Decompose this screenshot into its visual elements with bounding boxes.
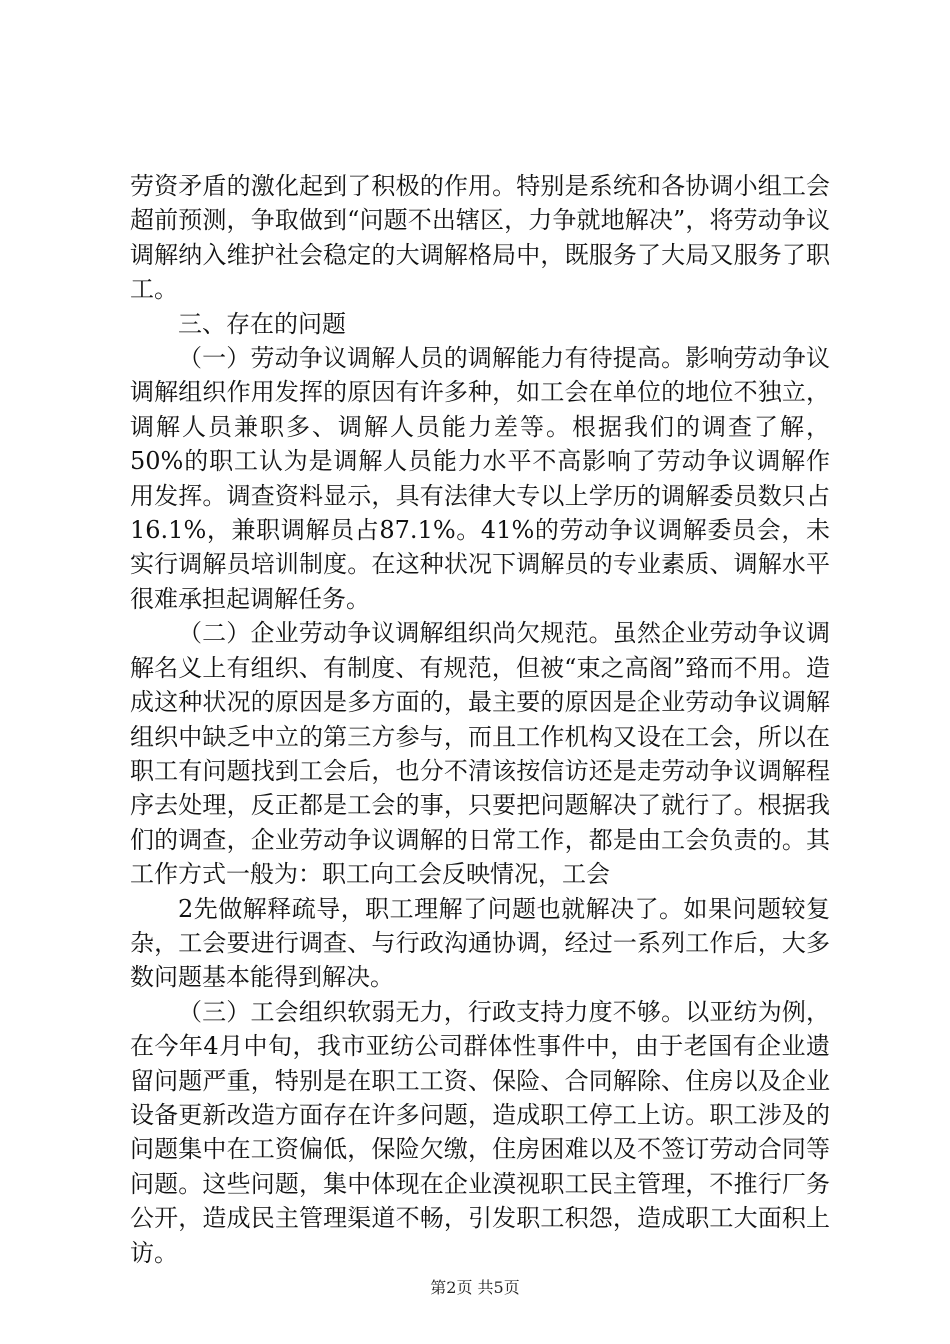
page-number: 第2页 共5页 [430,1278,520,1297]
paragraph-issue-2-continued: 2先做解释疏导，职工理解了问题也就解决了。如果问题较复杂，工会要进行调查、与行政沟通协调，经过一系列工作后，大多数问题基本能得到解决。 [130,894,830,992]
paragraph-issue-3: （三）工会组织软弱无力，行政支持力度不够。以亚纺为例，在今年4月中旬，我市亚纺公司群体性事件中，由于老国有企业遗留问题严重，特别是在职工工资、保险、合同解除、住房以及企业设备更新改造方面存在许多问题，造成职工停工上访。职工涉及的问题集中在工资偏低，保险欠缴，住房困难以及不签订劳动合同等问题。这些问题，集中体现在企业漠视职工民主管理，不推行厂务公开，造成民主管理渠道不畅，引发职工积怨，造成职工大面积上访。 [130,997,830,1267]
paragraph-issue-2: （二）企业劳动争议调解组织尚欠规范。虽然企业劳动争议调解名义上有组织、有制度、有规范，但被“束之高阁”臵而不用。造成这种状况的原因是多方面的，最主要的原因是企业劳动争议调解组织中缺乏中立的第三方参与，而且工作机构又设在工会，所以在职工有问题找到工会后，也分不清该按信访还是走劳动争议调解程序去处理，反正都是工会的事，只要把问题解决了就行了。根据我们的调查，企业劳动争议调解的日常工作，都是由工会负责的。其工作方式一般为：职工向工会反映情况，工会 [130,619,830,889]
section-heading: 三、存在的问题 [178,309,346,338]
document-body [130,169,830,1270]
paragraph-continuation: 劳资矛盾的激化起到了积极的作用。特别是系统和各协调小组工会超前预测，争取做到“问题不出辖区，力争就地解决”，将劳动争议调解纳入维护社会稳定的大调解格局中，既服务了大局又服务了职工。 [130,172,830,304]
paragraph-issue-1: （一）劳动争议调解人员的调解能力有待提高。影响劳动争议调解组织作用发挥的原因有许多种，如工会在单位的地位不独立，调解人员兼职多、调解人员能力差等。根据我们的调查了解，50%的职工认为是调解人员能力水平不高影响了劳动争议调解作用发挥。调查资料显示，具有法律大专以上学历的调解委员数只占16.1%，兼职调解员占87.1%。41%的劳动争议调解委员会，未实行调解员培训制度。在这种状况下调解员的专业素质、调解水平很难承担起调解任务。 [130,344,830,613]
